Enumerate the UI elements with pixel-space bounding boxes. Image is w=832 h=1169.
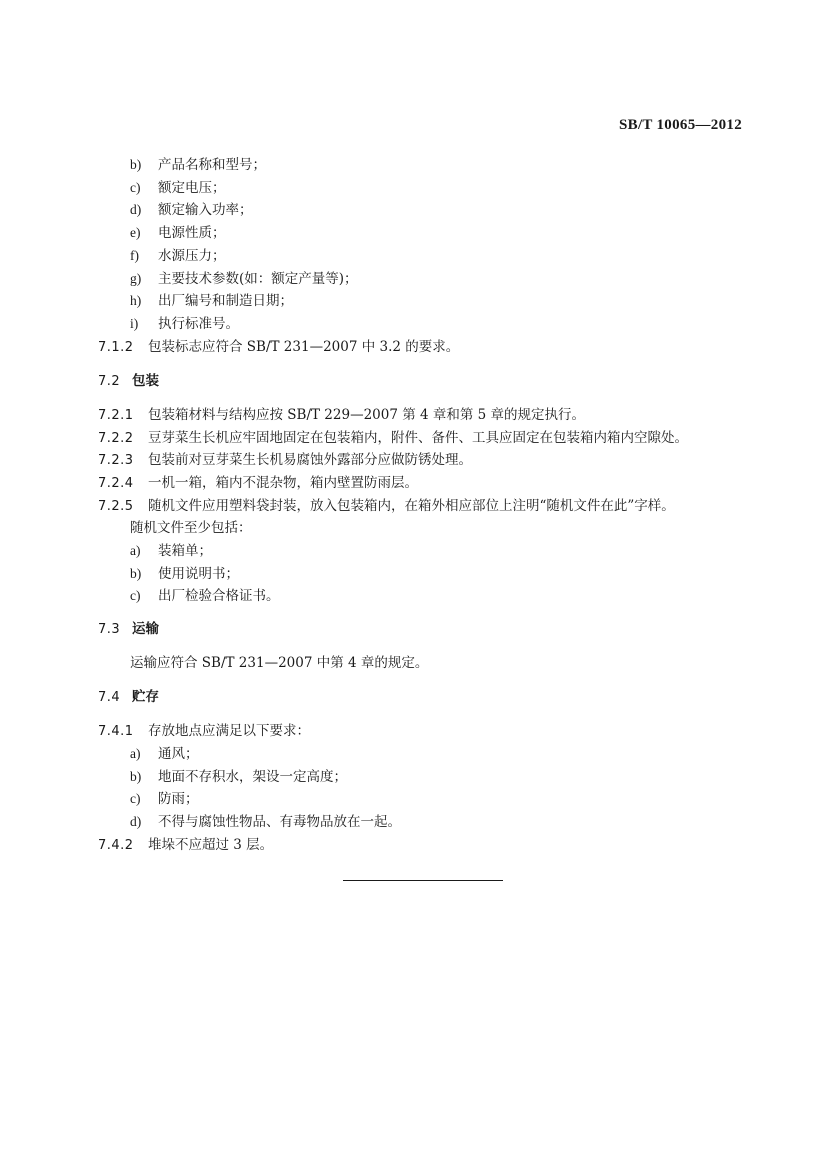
section-title: 包装 (132, 373, 159, 389)
section-heading-7-2 (98, 372, 159, 391)
list-marker: b) (130, 769, 142, 784)
list-text: 水源压力； (158, 248, 226, 264)
list-text: 额定输入功率； (158, 202, 253, 218)
list-item (130, 201, 253, 219)
list-text: 通风； (158, 746, 199, 762)
clause-number: 7.2.1 (98, 408, 134, 423)
clause-7-2-4 (98, 474, 418, 493)
list-item (130, 179, 226, 197)
list-text: 电源性质； (158, 225, 226, 241)
list-marker: b) (130, 157, 142, 172)
list-text: 使用说明书； (158, 566, 239, 582)
list-item (130, 156, 266, 174)
clause-7-2-3 (98, 451, 472, 470)
list-text: 出厂检验合格证书。 (158, 588, 280, 604)
list-marker: c) (130, 791, 141, 806)
list-marker: d) (130, 202, 142, 217)
list-item (130, 224, 226, 242)
clause-text: 存放地点应满足以下要求： (148, 723, 310, 739)
clause-number: 7.2.5 (98, 499, 134, 514)
list-marker: b) (130, 566, 142, 581)
clause-text: 一机一箱，箱内不混杂物，箱内壁置防雨层。 (148, 475, 418, 491)
clause-text: 包装前对豆芽菜生长机易腐蚀外露部分应做防锈处理。 (148, 452, 472, 468)
clause-text: 堆垛不应超过 3 层。 (148, 837, 274, 853)
clause-text: 包装标志应符合 SB/T 231—2007 中 3.2 的要求。 (148, 339, 460, 355)
clause-text: 豆芽菜生长机应牢固地固定在包装箱内，附件、备件、工具应固定在包装箱内箱内空隙处。 (148, 430, 688, 446)
list-text: 产品名称和型号； (158, 157, 266, 173)
section-title: 运输 (132, 621, 159, 637)
section-number: 7.3 (98, 622, 121, 637)
list-text: 地面不存积水，架设一定高度； (158, 769, 347, 785)
clause-7-1-2 (98, 338, 459, 357)
clause-number: 7.4.2 (98, 838, 134, 853)
list-item (130, 247, 226, 265)
clause-number: 7.2.2 (98, 431, 134, 446)
clause-number: 7.4.1 (98, 724, 134, 739)
standard-code: SB/T 10065—2012 (619, 117, 742, 133)
clause-7-4-2 (98, 836, 273, 855)
clause-7-2-2 (98, 429, 688, 448)
list-item (130, 745, 199, 763)
end-divider (343, 880, 503, 881)
clause-text: 随机文件应用塑料袋封装，放入包装箱内，在箱外相应部位上注明“随机文件在此”字样。 (148, 498, 675, 514)
clause-text: 包装箱材料与结构应按 SB/T 229—2007 第 4 章和第 5 章的规定执行。 (148, 407, 586, 423)
list-marker: c) (130, 588, 141, 603)
list-text: 执行标准号。 (158, 316, 239, 332)
list-marker: h) (130, 293, 142, 308)
list-item (130, 292, 293, 310)
list-marker: a) (130, 543, 141, 558)
list-item (130, 768, 347, 786)
section-number: 7.4 (98, 690, 121, 705)
list-text: 主要技术参数(如：额定产量等)； (158, 271, 358, 287)
list-item (130, 315, 239, 333)
section-heading-7-4 (98, 688, 159, 707)
list-marker: c) (130, 180, 141, 195)
list-text: 额定电压； (158, 180, 226, 196)
clause-7-2-5 (98, 497, 675, 516)
list-item (130, 790, 199, 808)
list-item (130, 270, 358, 288)
list-text: 出厂编号和制造日期； (158, 293, 293, 309)
clause-number: 7.1.2 (98, 340, 134, 355)
list-text: 不得与腐蚀性物品、有毒物品放在一起。 (158, 814, 401, 830)
list-item (130, 542, 212, 560)
list-text: 装箱单； (158, 543, 212, 559)
section-heading-7-3 (98, 620, 159, 639)
section-title: 贮存 (132, 689, 159, 705)
list-marker: d) (130, 814, 142, 829)
list-marker: i) (130, 316, 139, 331)
clause-number: 7.2.4 (98, 476, 134, 491)
clause-number: 7.2.3 (98, 453, 134, 468)
paragraph-7-3: 运输应符合 SB/T 231—2007 中第 4 章的规定。 (130, 655, 429, 671)
section-number: 7.2 (98, 374, 121, 389)
list-marker: a) (130, 746, 141, 761)
list-marker: f) (130, 248, 139, 263)
clause-7-2-1 (98, 406, 585, 425)
clause-continuation: 随机文件至少包括： (130, 520, 252, 536)
list-marker: e) (130, 225, 141, 240)
list-text: 防雨； (158, 791, 199, 807)
list-marker: g) (130, 271, 142, 286)
list-item (130, 813, 401, 831)
list-item (130, 587, 280, 605)
list-item (130, 565, 239, 583)
clause-7-4-1 (98, 722, 310, 741)
